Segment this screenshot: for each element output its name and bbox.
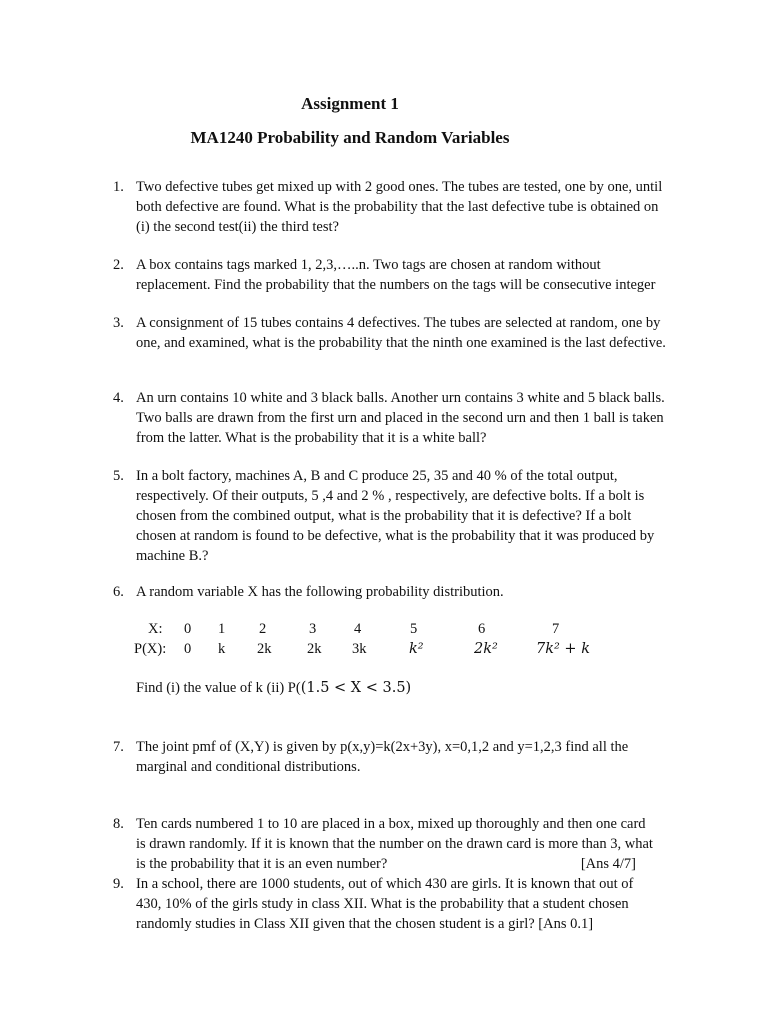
p-value: 2k [257,641,272,657]
question-number: 7. [113,739,124,755]
p-value: k² [409,641,424,657]
p-value: k [218,641,226,657]
answer-text: [Ans 4/7] [580,856,636,872]
p-value: 7k² + k [536,641,590,657]
question-number: 3. [113,315,124,331]
question-text: A box contains tags marked 1, 2,3,…..n. Two tags are chosen at random without replacement. Find the probability that the numbers on the tags will be consecutive integer [136,257,656,293]
x-value: 3 [309,621,317,637]
x-label: X: [148,621,163,637]
assignment-title: Assignment 1 [301,94,399,113]
question-number: 5. [113,468,124,484]
question-text: An urn contains 10 white and 3 black balls. Another urn contains 3 white and 5 black balls. Two balls are drawn from the first urn and placed in the second urn and then 1 ball is taken from the latter. What is the probability that it is a white ball? [136,390,665,446]
x-value: 6 [478,621,486,637]
find-math: (1.5 < X < 3.5) [300,680,412,696]
p-value: 3k [352,641,367,657]
question-number: 6. [113,584,124,600]
x-value: 4 [354,621,362,637]
distribution-x-row [0,621,768,641]
p-value: 0 [184,641,192,657]
find-text: Find (i) the value of k (ii) P( [136,680,301,696]
find-line [136,680,696,700]
question-text: In a school, there are 1000 students, out of which 430 are girls. It is known that out of 430, 10% of the girls study in class XII. What is the probability that a student chosen randomly studies in Class XII given that the chosen student is a girl? [Ans 0.1] [136,876,634,932]
question-text: A consignment of 15 tubes contains 4 defectives. The tubes are selected at random, one by one, and examined, what is the probability that the ninth one examined is the last defective. [136,315,666,351]
x-value: 5 [410,621,418,637]
p-value: 2k² [474,641,498,657]
p-label: P(X): [134,641,167,657]
x-value: 7 [552,621,560,637]
question-number: 2. [113,257,124,273]
p-value: 2k [307,641,322,657]
course-title: MA1240 Probability and Random Variables [190,128,510,147]
question-text: In a bolt factory, machines A, B and C produce 25, 35 and 40 % of the total output, respectively. Of their outputs, 5 ,4 and 2 % , respectively, are defective bolts. If a bolt is chosen from the combined output, what is the probability that it is defective? If a bolt chosen at random is found to be defective, what is the probability that it was produced by machine B.? [136,468,655,564]
question-text: Ten cards numbered 1 to 10 are placed in a box, mixed up thoroughly and then one card is drawn randomly. If it is known that the number on the drawn card is more than 3, what is the probability that it is an even number? [Ans 4/7] [136,816,653,872]
x-value: 2 [259,621,267,637]
question-number: 1. [113,179,124,195]
question-text: The joint pmf of (X,Y) is given by p(x,y)=k(2x+3y), x=0,1,2 and y=1,2,3 find all the marginal and conditional distributions. [136,739,629,775]
question-number: 9. [113,876,124,892]
distribution-p-row [0,641,768,661]
x-value: 1 [218,621,226,637]
question-text: A random variable X has the following probability distribution. [136,584,504,600]
question-number: 8. [113,816,124,832]
question-number: 4. [113,390,124,406]
x-value: 0 [184,621,192,637]
question-text: Two defective tubes get mixed up with 2 good ones. The tubes are tested, one by one, until both defective are found. What is the probability that the last defective tube is obtained on (i) the second test(ii) the third test? [136,179,663,235]
